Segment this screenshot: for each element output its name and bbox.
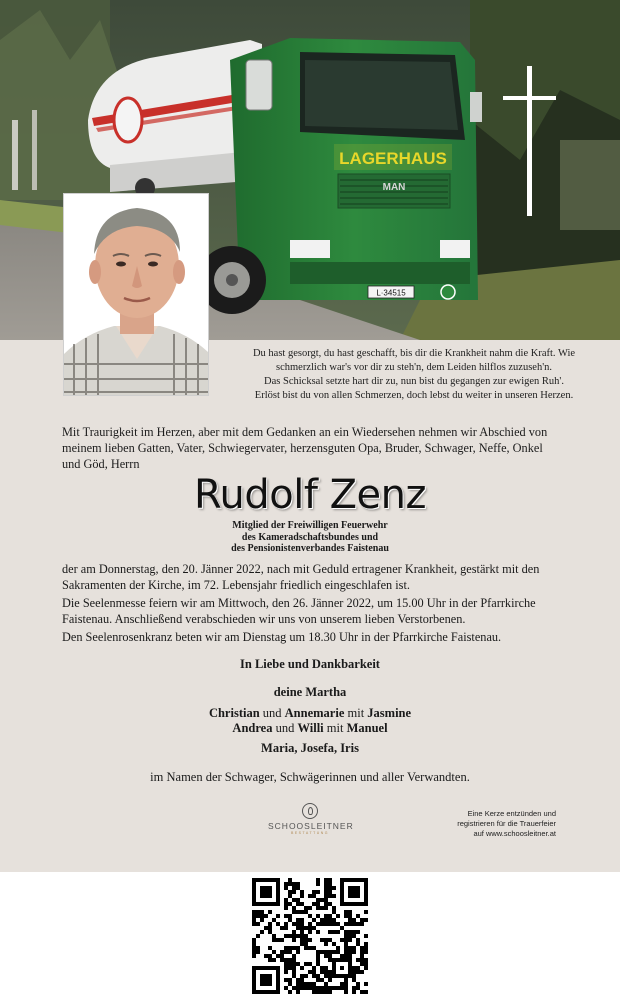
portrait-photo [63, 193, 209, 396]
conjunction: und [262, 706, 282, 720]
candle-line: Eine Kerze entzünden und [467, 809, 556, 818]
closing-relatives: im Namen der Schwager, Schwägerinnen und aller Verwandten. [150, 770, 470, 784]
poem-line: Erlöst bist du von allen Schmerzen, doch lebst du weiter in unseren Herzen. [254, 390, 574, 401]
license-plate: L·34515 [376, 288, 406, 298]
rose-icon [302, 803, 318, 819]
closing-siblings: Maria, Josefa, Iris [261, 741, 359, 755]
family-line-2 [0, 721, 620, 736]
candle-line[interactable]: auf www.schoosleitner.at [473, 829, 556, 838]
logo-subtitle: BESTATTUNG [290, 831, 329, 835]
family-name: Manuel [346, 721, 388, 735]
truck-sign: LAGERHAUS [339, 149, 447, 168]
poem-line: schmerzlich war's vor dir zu steh'n, dem Leiden hilflos zuzuseh'n. [276, 362, 552, 373]
truck-cab [198, 38, 482, 314]
family-line-1 [0, 706, 620, 721]
memberships [0, 520, 620, 555]
death-paragraph: der am Donnerstag, den 20. Jänner 2022, nach mit Geduld ertragener Krankheit, gestärkt mit den Sakramenten der Kirche, im 72. Lebensjahr friedlich eingeschlafen ist. [62, 562, 540, 592]
qr-code[interactable] [252, 878, 368, 994]
funeral-home-logo [268, 803, 352, 835]
poem [218, 347, 610, 403]
family-name: Jasmine [367, 706, 412, 720]
logo-name: SCHOOSLEITNER [268, 821, 354, 831]
poem-line: Du hast gesorgt, du hast geschafft, bis dir die Krankheit nahm die Kraft. Wie [252, 348, 576, 359]
conjunction: mit [326, 721, 344, 735]
deceased-name: Rudolf Zenz [194, 472, 426, 518]
membership-line: des Kameradschaftsbundes und [241, 531, 379, 543]
family-name: Annemarie [284, 706, 345, 720]
announcement-body [62, 561, 562, 647]
family-name: Willi [297, 721, 324, 735]
membership-line: Mitglied der Freiwilligen Feuerwehr [232, 520, 388, 531]
closing-wife: deine Martha [273, 685, 347, 699]
family-name: Christian [208, 706, 260, 720]
conjunction: und [275, 721, 295, 735]
family-name: Andrea [232, 721, 273, 735]
closing-love: In Liebe und Dankbarkeit [240, 657, 380, 671]
conjunction: mit [347, 706, 365, 720]
poem-line: Das Schicksal setzte hart dir zu, nun bist du gegangen zur ewigen Ruh'. [264, 376, 564, 387]
candle-info [420, 809, 556, 839]
intro-text: Mit Traurigkeit im Herzen, aber mit dem Gedanken an ein Wiedersehen nehmen wir Abschied von meinem lieben Gatten, Vater, Schwiegervater, herzensguten Opa, Bruder, Schwager, Neffe, Onkel und Göd, Herrn [62, 425, 548, 471]
rosary-paragraph: Den Seelenrosenkranz beten wir am Dienstag um 18.30 Uhr in der Pfarrkirche Faistenau. [62, 630, 502, 644]
truck-brand: MAN [382, 182, 406, 193]
mass-paragraph: Die Seelenmesse feiern wir am Mittwoch, den 26. Jänner 2022, um 15.00 Uhr in der Pfarrkirche Faistenau. Anschließend verabschieden wir uns von unserem lieben Verstorbenen. [62, 596, 536, 626]
candle-line: registrieren für die Trauerfeier [457, 819, 556, 828]
membership-line: des Pensionistenverbandes Faistenau [231, 543, 389, 554]
